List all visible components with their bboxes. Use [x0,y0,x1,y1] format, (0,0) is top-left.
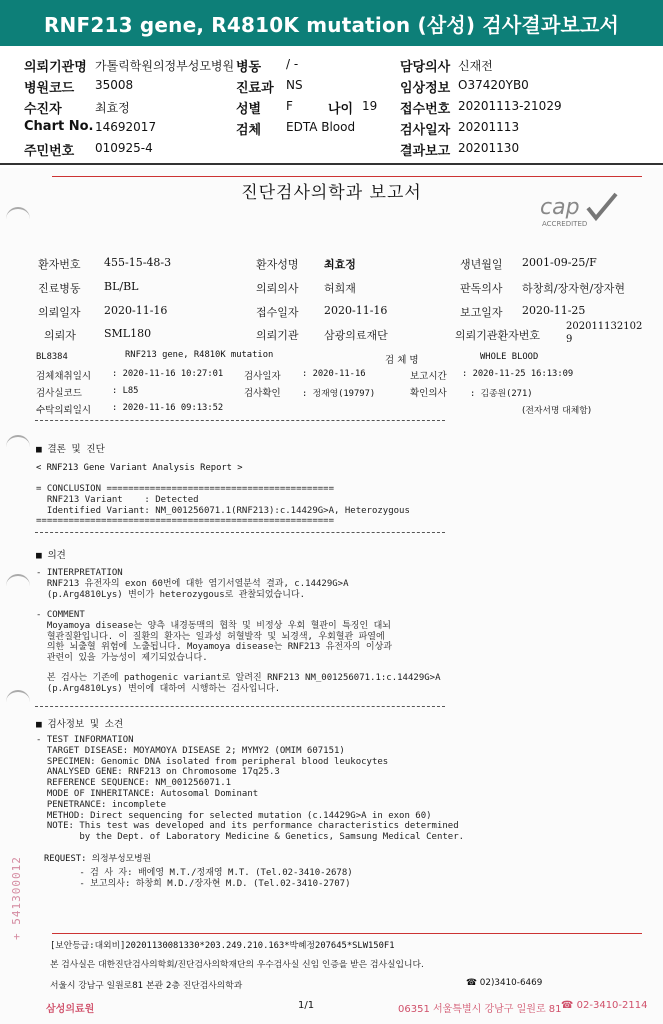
label-institution-patient-number: 의뢰기관환자번호 [455,329,541,342]
report-title: RNF213 gene, R4810K mutation (삼성) 검사결과보고서 [0,0,663,46]
bottom-red-line [52,933,642,934]
footer-address: 06351 서울특별시 강남구 일원로 81 [398,1004,562,1015]
value-specimen: EDTA Blood [286,120,356,134]
lab-phone: ☎ 02)3410-6469 [466,978,543,988]
label-ward: 병동 [236,60,262,75]
label-confirm-doctor: 확인의사 [410,388,447,399]
comment-block: - COMMENT Moyamoya disease는 양측 내경동맥의 협착 및 비정상 우회 혈관이 특징인 대뇌 혈관질환입니다. 이 질환의 환자는 일과성 허혈발작 및 뇌경색, 우회혈관 파열에 의한 뇌출혈 위험에 노출됩니다. Moyamoya disease는 RNF213 유전자의 이상과 관련이 있을 가능성이 제기되었습니다. [36,610,392,664]
cap-accredited-text: ACCREDITED [542,220,588,228]
label-department: 진료과 [236,81,274,96]
security-line: [보안등급:대외비]20201130081330*203.249.210.163*박혜정207645*SLW150F1 [50,941,395,951]
label-report-time: 보고시간 [410,371,447,382]
report-header: < RNF213 Gene Variant Analysis Report > [36,463,243,473]
footer-phone: ☎ 02-3410-2114 [561,1000,648,1011]
esign-note: (전자서명 대체함) [522,406,592,416]
value-confirm-doctor: : 김종원(271) [470,389,533,399]
page-number: 1/1 [298,1000,315,1011]
label-lab-code: 검사실코드 [36,388,82,399]
label-age: 나이 [328,102,354,117]
footer-brand: 삼성의료원 [46,1004,95,1015]
checkmark-icon [588,194,616,218]
test-info-block: - TEST INFORMATION TARGET DISEASE: MOYAMOYA DISEASE 2; MYMY2 (OMIM 607151) SPECIMEN: Genomic DNA isolated from peripheral blood leukocytes ANALYSED GENE: RNF213 on Chromosome 17q25.3 REFERENCE SEQUENCE: NM_001256071.1 MODE OF INHERITANCE: Autosomal Dominant PENETRANCE: incomplete METHOD: Direct sequencing for selected mutation (c.14429G>A in exon 60) NOTE: This test was developed and its performance characteristics determined by the Dept. of Laboratory Medicine & Genetics, Samsung Medical Center. [36,735,465,843]
value-lab-code: : L85 [112,386,139,396]
value-test-date: : 2020-11-16 [302,369,366,379]
value-requesting-institution: 삼광의료재단 [324,329,388,342]
label-hospital-code: 병원코드 [24,81,75,96]
value-attending-doctor: 신재전 [458,59,493,73]
label-report-date: 보고일자 [460,306,503,319]
value-patient-number: 455-15-48-3 [104,256,172,269]
value-request-date: 2020-11-16 [104,304,168,317]
document-title: 진단검사의학과 보고서 [241,183,422,203]
value-chart-no: 14692017 [95,120,157,134]
label-clinical-info: 임상정보 [400,81,451,96]
label-resident-number: 주민번호 [24,144,75,159]
value-institution-patient-number: 202011132102 [566,321,643,332]
label-request-date: 의뢰일자 [38,306,81,319]
section-separator [35,706,445,707]
cap-accredited-logo [536,190,626,230]
staff-block: - 검 사 자: 배에영 M.T./정재영 M.T. (Tel.02-3410-2678) - 보고의사: 하창희 M.D./장자현 M.D. (Tel.02-3410-2707) [79,868,353,889]
test-code: BL8384 [36,352,68,362]
side-serial-number: + 541300012 [10,856,23,940]
value-report-date: 2020-11-25 [522,304,586,317]
value-report-time: : 2020-11-25 16:13:09 [462,369,574,379]
value-patient-name: 최효정 [324,258,356,271]
value-receipt-date: 2020-11-16 [324,304,388,317]
section-info-heading: ■ 검사정보 및 소견 [36,719,124,730]
certification-line: 본 검사실은 대한진단검사의학회/진단검사의학재단의 우수검사실 신임 인증을 받은 검사실입니다. [50,960,424,970]
value-order-time: : 2020-11-16 09:13:52 [112,403,224,413]
value-test-confirm: : 정재영(19797) [302,389,376,399]
label-referring-doctor: 의뢰의사 [256,282,299,295]
value-referring-doctor: 허희재 [324,282,356,295]
label-result-report: 결과보고 [400,144,451,159]
value-department: NS [286,78,303,92]
address-line: 서울시 강남구 일원로81 본관 2층 진단검사의학과 [50,981,243,991]
label-attending-doctor: 담당의사 [400,60,451,75]
value-exam-date: 20201113 [458,120,520,134]
value-requester: SML180 [104,327,152,340]
value-receipt-number: 20201113-21029 [458,99,562,113]
label-patient-name: 환자성명 [256,258,299,271]
label-exam-date: 검사일자 [400,123,451,138]
label-patient-number: 환자번호 [38,258,81,271]
label-specimen-name: 검 체 명 [385,355,419,366]
section-result-heading: ■ 결론 및 진단 [36,444,105,455]
value-reading-doctor: 하창희/장자현/장자현 [522,282,626,295]
label-requester: 의뢰자 [44,329,76,342]
value-result-report: 20201130 [458,141,520,155]
section-opinion-heading: ■ 의견 [36,550,66,561]
label-ward-doc: 진료병동 [38,282,81,295]
request-line: REQUEST: 의정부성모병원 [44,854,152,864]
value-specimen-name: WHOLE BLOOD [480,352,539,362]
label-specimen: 검체 [236,123,262,138]
value-age: 19 [362,99,378,113]
value-resident-number: 010925-4 [95,141,153,155]
value-ward: / - [286,57,299,71]
value-ward-doc: BL/BL [104,280,139,293]
header-info [0,52,663,160]
test-name: RNF213 gene, R4810K mutation [125,350,274,360]
label-patient: 수진자 [24,102,62,117]
label-sex: 성별 [236,102,262,117]
interpretation-block: - INTERPRETATION RNF213 유전자의 exon 60번에 대한 염기서열분석 결과, c.14429G>A (p.Arg4810Lys) 변이가 heterozygous로 관찰되었습니다. [36,568,349,600]
label-receipt-number: 접수번호 [400,102,451,117]
section-separator [35,532,445,533]
header-divider [0,163,663,165]
label-test-date: 검사일자 [244,371,281,382]
label-receipt-date: 접수일자 [256,306,299,319]
value-referring-institution: 가톨릭학원의정부성모병원 [95,59,235,73]
value-institution-patient-number-suffix: 9 [566,334,573,345]
section-separator [35,420,445,421]
footer [0,996,663,1024]
value-collection-time: : 2020-11-16 10:27:01 [112,369,224,379]
value-patient: 최효정 [95,101,130,115]
value-hospital-code: 35008 [95,78,134,92]
label-birth-date: 생년월일 [460,258,503,271]
top-red-line [52,176,642,177]
label-test-confirm: 검사확인 [244,388,281,399]
test-note-block: 본 검사는 기존에 pathogenic variant로 알려진 RNF213 NM_001256071.1:c.14429G>A (p.Arg4810Lys) 변이에 대하여 시행하는 검사입니다. [46,673,441,694]
value-sex: F [286,99,293,113]
value-birth-date: 2001-09-25/F [522,256,597,269]
label-referring-institution: 의뢰기관명 [24,60,87,75]
conclusion-block: = CONCLUSION ========================================== RNF213 Variant : Detected Identified Variant: NM_001256071.1(RNF213):c.14429G>A, Heterozygous ======================================================= [36,484,410,527]
label-collection-time: 검체채취일시 [36,371,92,382]
label-chart-no: Chart No. [24,119,94,134]
label-requesting-institution: 의뢰기관 [256,329,299,342]
value-clinical-info: O37420YB0 [458,78,529,92]
label-order-time: 수탁의뢰일시 [36,405,92,416]
cap-logo-text: cap [540,195,580,220]
label-reading-doctor: 판독의사 [460,282,503,295]
